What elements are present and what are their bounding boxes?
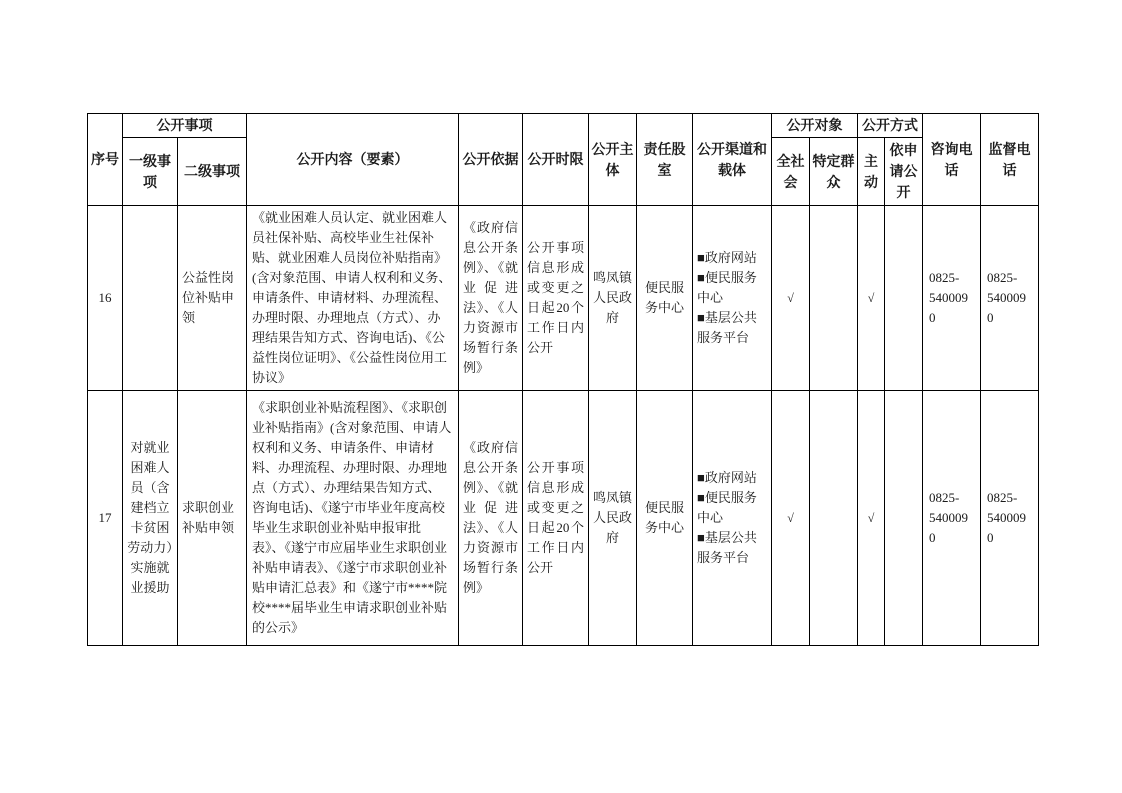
cell-department: 便民服务中心 — [637, 206, 693, 391]
disclosure-table — [87, 113, 1039, 646]
cell-subject: 鸣凤镇人民政府 — [589, 391, 637, 646]
header-method-on-request: 依申请公开 — [885, 138, 923, 206]
cell-target-specific-check — [810, 391, 858, 646]
cell-method-on-request-check — [885, 391, 923, 646]
cell-level1 — [123, 206, 178, 391]
cell-target-specific-check — [810, 206, 858, 391]
header-target-specific: 特定群众 — [810, 138, 858, 206]
cell-consult-phone: 0825-5400090 — [923, 206, 981, 391]
channel-item: ■便民服务中心 — [697, 270, 757, 305]
cell-time-limit: 公开事项信息形成或变更之日起20个工作日内公开 — [523, 391, 589, 646]
header-level1: 一级事项 — [123, 138, 178, 206]
cell-content: 《求职创业补贴流程图》、《求职创业补贴指南》(含对象范围、申请人权利和义务、申请条件、申请材料、办理流程、办理时限、办理地点（方式）、办理结果告知方式、咨询电话)、《遂宁市毕业年度高校毕业生求职创业补贴申报审批表》、《遂宁市应届毕业生求职创业补贴申请表》、《遂宁市求职创业补贴申请汇总表》和《遂宁市****院校****届毕业生申请求职创业补贴的公示》 — [247, 391, 459, 646]
header-subject: 公开主体 — [589, 114, 637, 206]
header-target-group: 公开对象 — [772, 114, 858, 138]
table-row-16 — [88, 206, 1039, 391]
cell-method-on-request-check — [885, 206, 923, 391]
cell-target-all-check: √ — [772, 391, 810, 646]
cell-consult-phone: 0825-5400090 — [923, 391, 981, 646]
channel-item: ■基层公共服务平台 — [697, 530, 757, 565]
header-target-all: 全社会 — [772, 138, 810, 206]
cell-department: 便民服务中心 — [637, 391, 693, 646]
channel-item: ■政府网站 — [697, 470, 757, 485]
header-consult-phone: 咨询电话 — [923, 114, 981, 206]
header-supervise-phone: 监督电话 — [981, 114, 1039, 206]
cell-basis: 《政府信息公开条例》、《就业促进法》、《人力资源市场暂行条例》 — [459, 206, 523, 391]
cell-subject: 鸣凤镇人民政府 — [589, 206, 637, 391]
header-channels: 公开渠道和载体 — [693, 114, 772, 206]
cell-content: 《就业困难人员认定、就业困难人员社保补贴、高校毕业生社保补贴、就业困难人员岗位补贴指南》(含对象范围、申请人权利和义务、申请条件、申请材料、办理流程、办理时限、办理地点（方式）、办理结果告知方式、咨询电话)、《公益性岗位证明》、《公益性岗位用工协议》 — [247, 206, 459, 391]
cell-level2: 求职创业补贴申领 — [178, 391, 247, 646]
cell-supervise-phone: 0825-5400090 — [981, 206, 1039, 391]
header-seq: 序号 — [88, 114, 123, 206]
disclosure-table-wrap — [87, 113, 1039, 646]
header-department: 责任股室 — [637, 114, 693, 206]
cell-supervise-phone: 0825-5400090 — [981, 391, 1039, 646]
header-content: 公开内容（要素） — [247, 114, 459, 206]
cell-channels — [693, 391, 772, 646]
channel-item: ■基层公共服务平台 — [697, 310, 757, 345]
cell-target-all-check: √ — [772, 206, 810, 391]
header-basis: 公开依据 — [459, 114, 523, 206]
header-public-items: 公开事项 — [123, 114, 247, 138]
cell-method-active-check: √ — [858, 391, 885, 646]
cell-seq: 17 — [88, 391, 123, 646]
header-method-active: 主动 — [858, 138, 885, 206]
cell-time-limit: 公开事项信息形成或变更之日起20个工作日内公开 — [523, 206, 589, 391]
cell-level2: 公益性岗位补贴申领 — [178, 206, 247, 391]
cell-channels — [693, 206, 772, 391]
header-method-group: 公开方式 — [858, 114, 923, 138]
header-row-top — [88, 114, 1039, 138]
table-row-17 — [88, 391, 1039, 646]
header-time-limit: 公开时限 — [523, 114, 589, 206]
cell-level1: 对就业困难人员（含建档立卡贫困劳动力）实施就业援助 — [123, 391, 178, 646]
channel-item: ■政府网站 — [697, 250, 757, 265]
header-level2: 二级事项 — [178, 138, 247, 206]
cell-method-active-check: √ — [858, 206, 885, 391]
cell-basis: 《政府信息公开条例》、《就业促进法》、《人力资源市场暂行条例》 — [459, 391, 523, 646]
cell-seq: 16 — [88, 206, 123, 391]
channel-item: ■便民服务中心 — [697, 490, 757, 525]
